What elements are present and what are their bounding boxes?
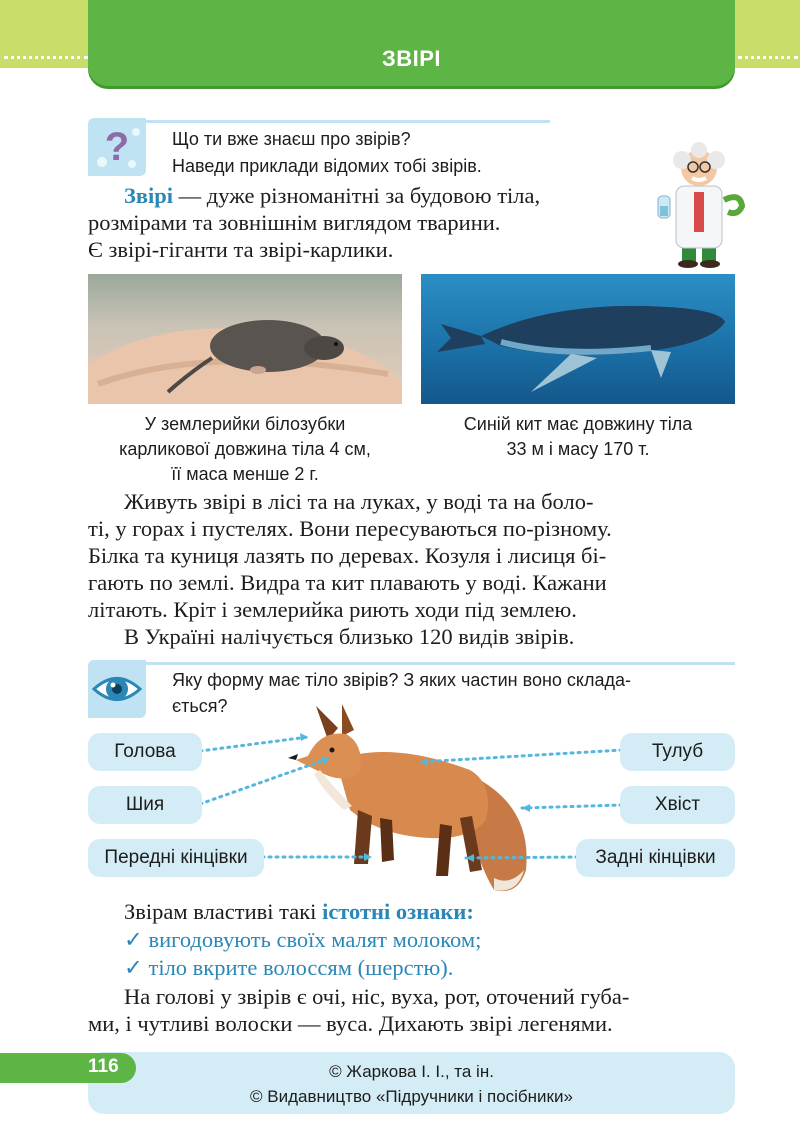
copyright-authors: © Жаркова І. І., та ін.	[329, 1062, 494, 1081]
label-front-limbs: Передні кінцівки	[88, 839, 264, 877]
closing-line-2: ми, і чутливі волоски — вуса. Дихають звірі легенями.	[88, 1011, 613, 1036]
label-head: Голова	[88, 733, 202, 771]
shrew-caption-line: її маса менше 2 г.	[171, 464, 319, 484]
feature-item	[124, 954, 735, 981]
features-intro	[124, 898, 735, 925]
page-number: 116	[88, 1056, 119, 1077]
label-torso: Тулуб	[620, 733, 735, 771]
intro-term: Звірі	[124, 183, 174, 208]
whale-caption-line: 33 м і масу 170 т.	[506, 439, 650, 459]
intro-line-1-rest: — дуже різноманітні за будовою тіла,	[173, 183, 541, 208]
closing-line-1: На голові у звірів є очі, ніс, вуха, рот, оточений губа-	[124, 984, 630, 1009]
shrew-caption-line: У землерийки білозубки	[144, 414, 346, 434]
observe-question-line-1: Яку форму має тіло звірів? З яких частин воно склада-	[172, 670, 632, 690]
features-intro-text: Звірам властиві такі	[124, 899, 323, 924]
intro-line-2: розмірами та зовнішнім виглядом тварини.	[88, 210, 501, 235]
shrew-caption-line: карликової довжина тіла 4 см,	[119, 439, 371, 459]
habitat-line: ті, у горах і пустелях. Вони пересуваються по-різному.	[88, 516, 612, 541]
label-hind-limbs: Задні кінцівки	[576, 839, 735, 877]
feature-item	[124, 926, 735, 953]
habitat-line: літають. Кріт і землерийка риють ходи під землею.	[88, 597, 577, 622]
species-count-line: В Україні налічується близько 120 видів звірів.	[124, 624, 575, 649]
habitat-line: гають по землі. Видра та кит плавають у воді. Кажани	[88, 570, 607, 595]
label-tail: Хвіст	[620, 786, 735, 824]
question-line-1: Що ти вже знаєш про звірів?	[172, 129, 411, 149]
intro-line-3: Є звірі-гіганти та звірі-карлики.	[88, 237, 394, 262]
page-title: ЗВІРІ	[381, 46, 442, 71]
label-neck: Шия	[88, 786, 202, 824]
question-line-2: Наведи приклади відомих тобі звірів.	[172, 156, 482, 176]
copyright-publisher: © Видавництво «Підручники і посібники»	[250, 1087, 573, 1106]
feature-item-text: тіло вкрите волоссям (шерстю).	[148, 955, 454, 980]
check-mark-icon: ✓	[124, 927, 143, 952]
svg-text:?: ?	[104, 125, 130, 169]
whale-caption-line: Синій кит має довжину тіла	[463, 414, 693, 434]
features-term: істотні ознаки:	[322, 899, 474, 924]
habitat-line: Живуть звірі в лісі та на луках, у воді та на боло-	[124, 489, 594, 514]
check-mark-icon: ✓	[124, 955, 143, 980]
habitat-line: Білка та куниця лазять по деревах. Козуля і лисиця бі-	[88, 543, 607, 568]
observe-question-line-2: ється?	[172, 696, 228, 716]
feature-item-text: вигодовують своїх малят молоком;	[148, 927, 482, 952]
